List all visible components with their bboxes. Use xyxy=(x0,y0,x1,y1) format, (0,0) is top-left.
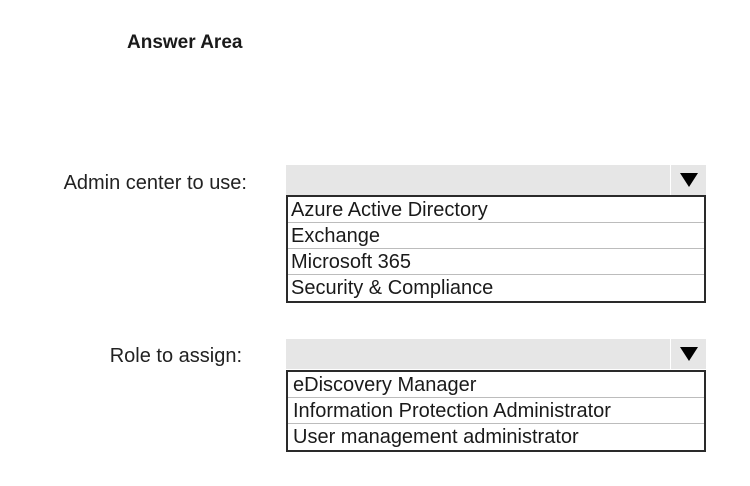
option-information-protection-administrator[interactable]: Information Protection Administrator xyxy=(288,398,704,424)
option-exchange[interactable]: Exchange xyxy=(288,223,704,249)
admin-center-dropdown[interactable] xyxy=(286,165,706,195)
option-microsoft-365[interactable]: Microsoft 365 xyxy=(288,249,704,275)
admin-center-label: Admin center to use: xyxy=(63,172,247,194)
option-azure-active-directory[interactable]: Azure Active Directory xyxy=(288,197,704,223)
role-dropdown[interactable] xyxy=(286,339,706,369)
role-to-assign-label: Role to assign: xyxy=(109,345,242,367)
role-dropdown-toggle[interactable] xyxy=(670,339,706,369)
role-options-list xyxy=(286,370,706,452)
triangle-down-icon xyxy=(679,172,699,188)
page-title: Answer Area xyxy=(127,32,243,53)
option-user-management-administrator[interactable]: User management administrator xyxy=(293,426,579,448)
option-security-compliance[interactable]: Security & Compliance xyxy=(291,277,494,299)
triangle-down-icon xyxy=(679,346,699,362)
admin-center-options-list xyxy=(286,195,706,303)
option-ediscovery-manager[interactable]: eDiscovery Manager xyxy=(288,372,704,398)
admin-center-dropdown-toggle[interactable] xyxy=(670,165,706,195)
